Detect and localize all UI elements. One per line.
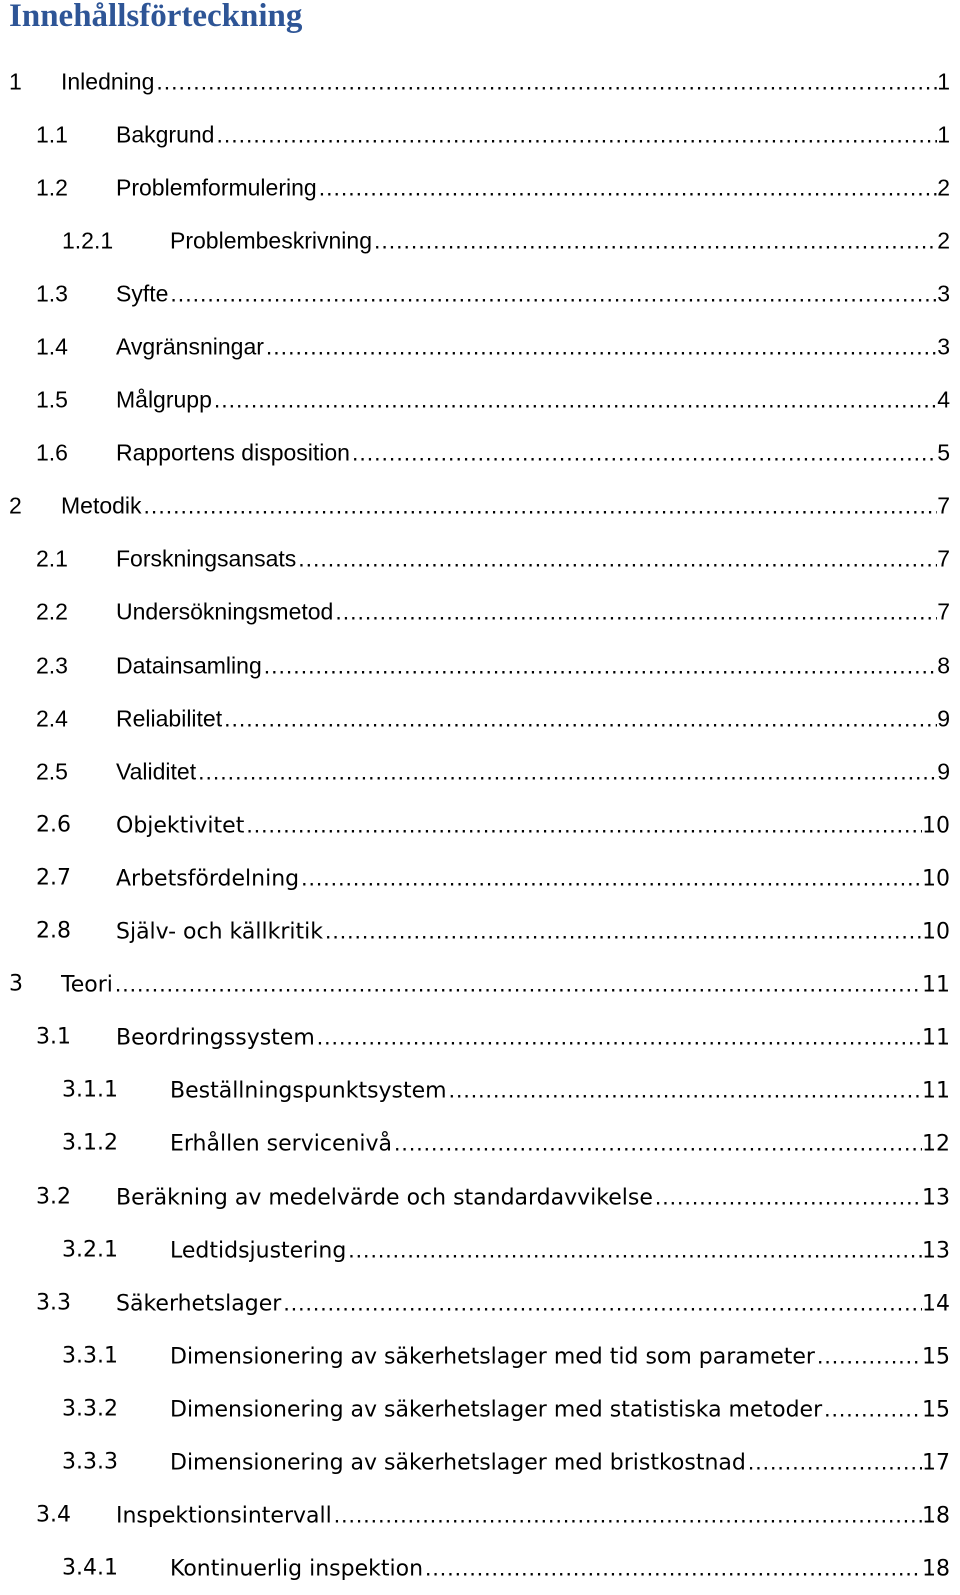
- toc-entry[interactable]: [0, 1276, 960, 1329]
- toc-entry-page: 11: [922, 972, 950, 998]
- toc-entry-page: 9: [937, 705, 950, 732]
- toc-entry-number: 1.3: [36, 280, 68, 307]
- toc-entry-number: 2.8: [36, 918, 71, 944]
- toc-entry-title[interactable]: Syfte: [116, 280, 169, 307]
- toc-entry[interactable]: [0, 1223, 960, 1276]
- toc-entry-number: 3.3.1: [62, 1343, 118, 1369]
- toc-entry-title[interactable]: Datainsamling: [116, 652, 262, 679]
- toc-entry-title[interactable]: Avgränsningar: [116, 333, 264, 360]
- toc-entry-page: 11: [922, 1078, 950, 1104]
- toc-entry[interactable]: [0, 958, 960, 1011]
- toc-entry-number: 1.2.1: [62, 227, 114, 254]
- toc-entry[interactable]: [0, 1170, 960, 1223]
- toc-entry-title[interactable]: Problemformulering: [116, 174, 317, 201]
- toc-entry[interactable]: [0, 374, 960, 427]
- toc-entry-page: 9: [937, 758, 950, 785]
- toc-entry-page: 10: [922, 813, 950, 839]
- toc-dot-leader: [315, 1024, 922, 1051]
- toc-entry-title[interactable]: Erhållen servicenivå: [170, 1131, 393, 1157]
- toc-entry[interactable]: [0, 267, 960, 320]
- toc-dot-leader: [196, 758, 937, 785]
- toc-entry[interactable]: [0, 427, 960, 480]
- toc-entry-number: 3.1: [36, 1024, 71, 1050]
- toc-dot-leader: [262, 652, 937, 679]
- toc-entry-page: 4: [937, 386, 950, 413]
- toc-entry-page: 18: [922, 1556, 950, 1582]
- toc-entry-page: 3: [937, 333, 950, 360]
- toc-entry-title[interactable]: Arbetsfördelning: [116, 866, 300, 892]
- toc-dot-leader: [212, 387, 937, 414]
- toc-entry-number: 2.2: [36, 598, 68, 625]
- toc-entry-page: 12: [922, 1131, 950, 1157]
- toc-entry-page: 18: [922, 1503, 950, 1529]
- toc-entry-number: 2.3: [36, 652, 68, 679]
- toc-entry-page: 13: [922, 1238, 950, 1264]
- toc-entry-title[interactable]: Ledtidsjustering: [170, 1238, 347, 1264]
- toc-entry-title[interactable]: Forskningsansats: [116, 545, 297, 572]
- toc-dot-leader: [392, 1130, 922, 1157]
- toc-entry[interactable]: [0, 1329, 960, 1382]
- toc-entry-page: 7: [937, 598, 950, 625]
- toc-entry-number: 3.1.1: [62, 1077, 118, 1103]
- toc-entry-page: 13: [922, 1185, 950, 1211]
- toc-entry-page: 14: [922, 1291, 950, 1317]
- toc-dot-leader: [299, 864, 922, 891]
- toc-dot-leader: [333, 599, 937, 626]
- toc-entry-number: 1.6: [36, 439, 68, 466]
- toc-entry-title[interactable]: Validitet: [116, 758, 197, 785]
- toc-entry-number: 3.3.2: [62, 1396, 118, 1422]
- toc-entry[interactable]: [0, 639, 960, 692]
- toc-entry-title[interactable]: Själv- och källkritik: [116, 919, 323, 945]
- toc-entry-number: 3: [9, 971, 23, 997]
- toc-entry[interactable]: [0, 161, 960, 214]
- toc-entry[interactable]: [0, 214, 960, 267]
- toc-entry[interactable]: [0, 1542, 960, 1595]
- toc-entry[interactable]: [0, 586, 960, 639]
- toc-entry[interactable]: [0, 1435, 960, 1488]
- toc-entry-page: 1: [937, 121, 950, 148]
- toc-dot-leader: [264, 334, 937, 361]
- toc-entry-page: 2: [937, 174, 950, 201]
- toc-entry-page: 2: [937, 227, 950, 254]
- toc-entry[interactable]: [0, 1011, 960, 1064]
- toc-entry-title[interactable]: Objektivitet: [116, 813, 245, 839]
- toc-entry[interactable]: [0, 851, 960, 904]
- toc-dot-leader: [317, 174, 938, 201]
- toc-entry-page: 10: [922, 919, 950, 945]
- toc-entry-title[interactable]: Teori: [61, 972, 113, 998]
- toc-entry-title[interactable]: Beställningspunktsystem: [170, 1078, 447, 1104]
- toc-entry-number: 1.1: [36, 121, 68, 148]
- toc-entry-number: 3.1.2: [62, 1130, 118, 1156]
- toc-entry-title[interactable]: Reliabilitet: [116, 705, 223, 732]
- toc-dot-leader: [822, 1395, 922, 1422]
- toc-entry-number: 1: [9, 68, 22, 95]
- toc-dot-leader: [350, 440, 937, 467]
- toc-entry[interactable]: [0, 905, 960, 958]
- toc-dot-leader: [244, 811, 922, 838]
- toc-entry[interactable]: [0, 745, 960, 798]
- toc-dot-leader: [815, 1342, 922, 1369]
- toc-entry-page: 7: [937, 545, 950, 572]
- toc-entry-number: 3.3.3: [62, 1449, 118, 1475]
- toc-dot-leader: [168, 280, 937, 307]
- toc-entry-number: 3.4: [36, 1502, 71, 1528]
- toc-entry-title[interactable]: Säkerhetslager: [116, 1291, 282, 1317]
- toc-entry-number: 1.2: [36, 174, 68, 201]
- toc-entry-number: 3.2.1: [62, 1237, 118, 1263]
- toc-dot-leader: [214, 121, 937, 148]
- toc-entry-page: 15: [922, 1344, 950, 1370]
- toc-entry-page: 3: [937, 280, 950, 307]
- toc-entry-number: 3.2: [36, 1184, 71, 1210]
- toc-entry-number: 1.5: [36, 386, 68, 413]
- toc-entry[interactable]: [0, 1064, 960, 1117]
- toc-entry-title[interactable]: Bakgrund: [116, 121, 215, 148]
- toc-dot-leader: [423, 1555, 922, 1582]
- toc-entry-page: 10: [922, 866, 950, 892]
- toc-entry[interactable]: [0, 55, 960, 108]
- toc-dot-leader: [346, 1236, 922, 1263]
- toc-entry-page: 1: [937, 68, 950, 95]
- toc-dot-leader: [281, 1289, 922, 1316]
- toc-entry-number: 2.5: [36, 758, 68, 785]
- toc-entry-title[interactable]: Dimensionering av säkerhetslager med tid som parameter: [170, 1344, 815, 1370]
- toc-entry[interactable]: [0, 798, 960, 851]
- toc-entry[interactable]: [0, 533, 960, 586]
- toc-entry-number: 2.1: [36, 545, 68, 572]
- toc-entry-title[interactable]: Målgrupp: [116, 386, 212, 413]
- toc-dot-leader: [142, 493, 938, 520]
- toc-entry-page: 8: [937, 652, 950, 679]
- toc-entry-page: 11: [922, 1025, 950, 1051]
- toc-entry-title[interactable]: Kontinuerlig inspektion: [170, 1556, 424, 1582]
- toc-dot-leader: [296, 546, 937, 573]
- toc-dot-leader: [746, 1448, 922, 1475]
- toc-dot-leader: [323, 918, 922, 945]
- toc-entry[interactable]: [0, 320, 960, 373]
- toc-entry-page: 5: [937, 439, 950, 466]
- toc-entry-title[interactable]: Dimensionering av säkerhetslager med statistiska metoder: [170, 1397, 823, 1423]
- toc-entry-number: 2.4: [36, 705, 68, 732]
- toc-entry-number: 2.6: [36, 812, 71, 838]
- toc-entry-number: 3.4.1: [62, 1555, 118, 1581]
- toc-dot-leader: [332, 1502, 922, 1529]
- toc-entry-title[interactable]: Beordringssystem: [116, 1025, 315, 1051]
- toc-entry-title[interactable]: Problembeskrivning: [170, 227, 372, 254]
- toc-title: Innehållsförteckning: [9, 0, 303, 34]
- toc-entry[interactable]: [0, 480, 960, 533]
- toc-entry-title[interactable]: Beräkning av medelvärde och standardavvikelse: [116, 1185, 653, 1211]
- toc-list: [0, 55, 960, 1595]
- toc-entry[interactable]: [0, 1382, 960, 1435]
- toc-entry-title[interactable]: Undersökningsmetod: [116, 598, 334, 625]
- toc-dot-leader: [372, 227, 937, 254]
- toc-entry[interactable]: [0, 692, 960, 745]
- toc-entry-page: 17: [922, 1450, 950, 1476]
- toc-entry[interactable]: [0, 1489, 960, 1542]
- toc-dot-leader: [113, 971, 922, 998]
- toc-entry-title[interactable]: Dimensionering av säkerhetslager med bristkostnad: [170, 1450, 746, 1476]
- toc-entry-page: 7: [937, 492, 950, 519]
- toc-entry[interactable]: [0, 1117, 960, 1170]
- toc-entry-page: 15: [922, 1397, 950, 1423]
- toc-entry-title[interactable]: Rapportens disposition: [116, 439, 350, 466]
- toc-dot-leader: [222, 705, 937, 732]
- toc-entry-number: 1.4: [36, 333, 68, 360]
- toc-entry-number: 2.7: [36, 865, 71, 891]
- toc-entry[interactable]: [0, 108, 960, 161]
- toc-dot-leader: [154, 68, 937, 95]
- toc-entry-number: 3.3: [36, 1290, 71, 1316]
- toc-entry-number: 2: [9, 492, 22, 519]
- toc-dot-leader: [653, 1183, 922, 1210]
- toc-entry-title[interactable]: Inledning: [61, 68, 155, 95]
- toc-entry-title[interactable]: Inspektionsintervall: [116, 1503, 332, 1529]
- toc-entry-title[interactable]: Metodik: [61, 492, 142, 519]
- toc-dot-leader: [447, 1077, 922, 1104]
